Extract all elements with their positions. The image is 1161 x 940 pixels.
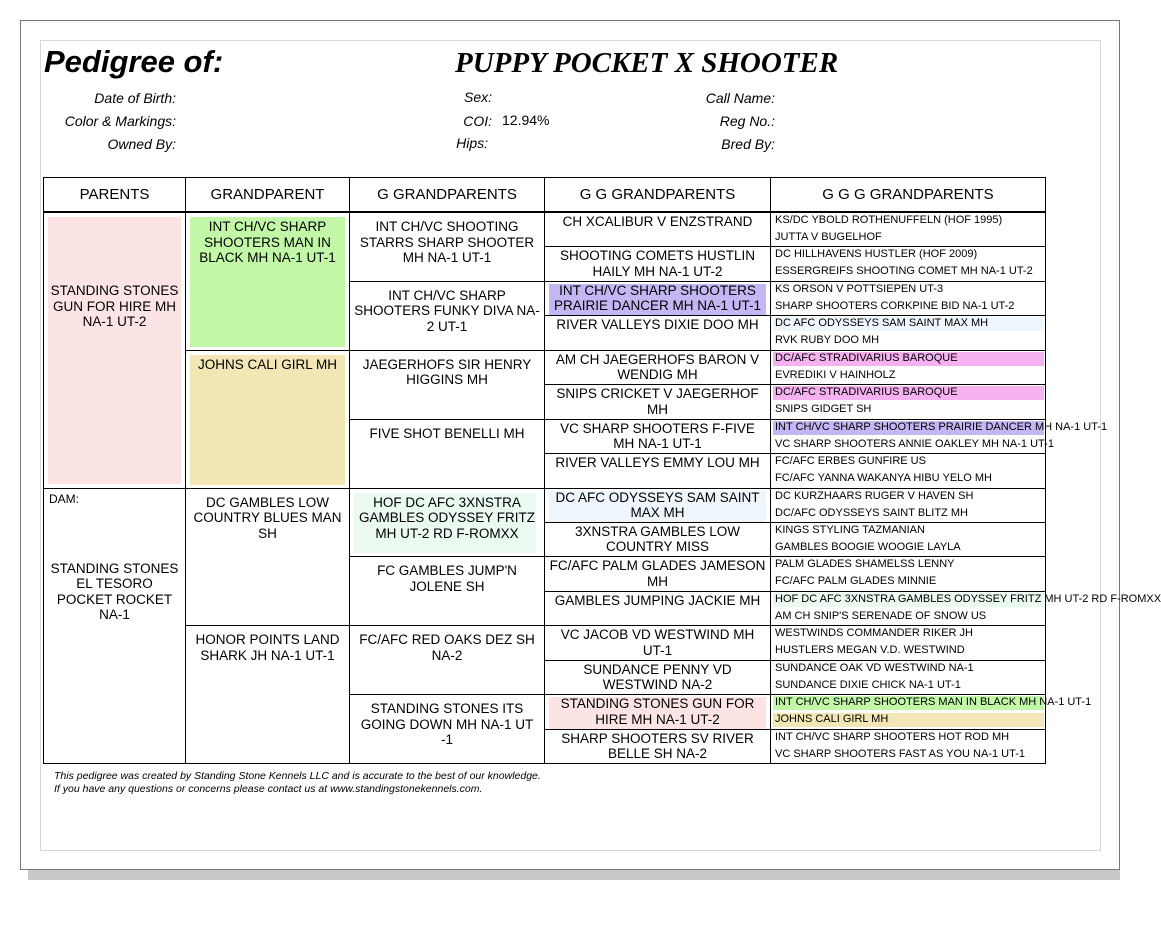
ggg-grandparent-name: WESTWINDS COMMANDER RIKER JH xyxy=(775,627,973,640)
ggg-grandparent-name: FC/AFC YANNA WAKANYA HIBU YELO MH xyxy=(775,472,992,485)
ggg-grandparent-cell xyxy=(770,556,1046,591)
sex-label: Sex: xyxy=(463,89,492,105)
gg-grandparent-name: INT CH/VC SHARP SHOOTERS PRAIRIE DANCER MH NA-1 UT-1 xyxy=(553,282,762,314)
ggg-grandparent-cell xyxy=(770,212,1046,247)
ggg-grandparent-name: VC SHARP SHOOTERS ANNIE OAKLEY MH NA-1 UT-1 xyxy=(775,437,1054,450)
g-grandparent-cell xyxy=(349,419,545,489)
dam-label: DAM: xyxy=(49,491,79,506)
column-header: G G GRANDPARENTS xyxy=(544,177,771,213)
gg-grandparent-cell xyxy=(544,591,771,626)
gg-grandparent-cell xyxy=(544,315,771,350)
gg-grandparent-name: 3XNSTRA GAMBLES LOW COUNTRY MISS xyxy=(574,523,741,555)
gg-grandparent-name: SHOOTING COMETS HUSTLIN HAILY MH NA-1 UT-2 xyxy=(559,248,755,279)
gg-grandparent-cell xyxy=(544,350,771,385)
g-grandparent-cell xyxy=(349,625,545,695)
gg-grandparent-name: GAMBLES JUMPING JACKIE MH xyxy=(554,592,761,608)
grandparent-cell xyxy=(185,212,350,351)
g-grandparent-cell xyxy=(349,212,545,282)
gg-grandparent-name: AM CH JAEGERHOFS BARON V WENDIG MH xyxy=(555,351,760,383)
ggg-grandparent-cell xyxy=(770,384,1046,419)
ggg-grandparent-name: HOF DC AFC 3XNSTRA GAMBLES ODYSSEY FRITZ MH UT-2 RD F-ROMXX xyxy=(775,592,1161,605)
grandparent-cell xyxy=(185,625,350,764)
gg-grandparent-cell xyxy=(544,729,771,764)
gg-grandparent-name: SUNDANCE PENNY VD WESTWIND NA-2 xyxy=(583,661,732,693)
ggg-grandparent-name: SNIPS GIDGET SH xyxy=(775,403,872,416)
grandparent-cell xyxy=(185,488,350,627)
ggg-grandparent-name: SHARP SHOOTERS CORKPINE BID NA-1 UT-2 xyxy=(775,299,1015,312)
reg-no-label: Reg No.: xyxy=(719,113,775,129)
g-grandparent-name: INT CH/VC SHOOTING STARRS SHARP SHOOTER MH NA-1 UT-1 xyxy=(359,219,535,265)
sire-highlight xyxy=(48,217,181,484)
gg-grandparent-cell xyxy=(544,419,771,454)
ggg-grandparent-name: GAMBLES BOOGIE WOOGIE LAYLA xyxy=(775,540,961,553)
ggg-grandparent-cell xyxy=(770,246,1046,281)
dam-cell xyxy=(43,488,186,765)
gg-grandparent-name: VC SHARP SHOOTERS F-FIVE MH NA-1 UT-1 xyxy=(560,420,755,452)
dam-name: STANDING STONES EL TESORO POCKET ROCKET NA-1 xyxy=(50,560,179,622)
sire-cell xyxy=(43,212,186,489)
grandparent-name: DC GAMBLES LOW COUNTRY BLUES MAN SH xyxy=(193,494,342,541)
gg-grandparent-cell xyxy=(544,694,771,729)
grandparent-name: JOHNS CALI GIRL MH xyxy=(197,356,338,372)
grandparent-name: HONOR POINTS LAND SHARK JH NA-1 UT-1 xyxy=(195,632,340,663)
ggg-grandparent-name: INT CH/VC SHARP SHOOTERS MAN IN BLACK MH NA-1 UT-1 xyxy=(775,696,1092,709)
gg-grandparent-name: SHARP SHOOTERS SV RIVER BELLE SH NA-2 xyxy=(561,730,754,762)
ggg-grandparent-name: KINGS STYLING TAZMANIAN xyxy=(775,523,925,536)
owned-by-label: Owned By: xyxy=(107,136,176,152)
g-grandparent-cell xyxy=(349,281,545,351)
pedigree-heading: Pedigree of: xyxy=(44,44,224,79)
bred-by-label: Bred By: xyxy=(721,136,775,152)
ggg-grandparent-cell xyxy=(770,453,1046,488)
ggg-grandparent-cell xyxy=(770,522,1046,557)
g-grandparent-cell xyxy=(349,350,545,420)
ggg-grandparent-name: HUSTLERS MEGAN V.D. WESTWIND xyxy=(775,644,965,657)
gg-grandparent-cell xyxy=(544,212,771,247)
ggg-grandparent-name: JUTTA V BUGELHOF xyxy=(775,231,882,243)
gg-grandparent-name: RIVER VALLEYS EMMY LOU MH xyxy=(555,455,760,471)
ggg-grandparent-name: FC/AFC ERBES GUNFIRE US xyxy=(775,455,926,468)
ggg-grandparent-cell xyxy=(770,315,1046,350)
column-header: PARENTS xyxy=(43,177,186,213)
ggg-grandparent-name: INT CH/VC SHARP SHOOTERS HOT ROD MH xyxy=(775,730,1010,743)
gg-grandparent-cell xyxy=(544,488,771,523)
ggg-grandparent-cell xyxy=(770,350,1046,385)
ggg-grandparent-cell xyxy=(770,281,1046,316)
gg-grandparent-name: SNIPS CRICKET V JAEGERHOF MH xyxy=(556,386,759,417)
gg-grandparent-cell xyxy=(544,556,771,591)
ggg-grandparent-name: DC/AFC STRADIVARIUS BAROQUE xyxy=(775,386,958,399)
footer-line-2: If you have any questions or concerns please contact us at www.standingstonekennels.com. xyxy=(54,783,483,795)
ggg-grandparent-name: RVK RUBY DOO MH xyxy=(775,334,880,347)
g-grandparent-name: INT CH/VC SHARP SHOOTERS FUNKY DIVA NA-2 UT-1 xyxy=(354,287,540,334)
grandparent-cell xyxy=(185,350,350,489)
gg-grandparent-name: RIVER VALLEYS DIXIE DOO MH xyxy=(556,317,759,333)
date-of-birth-label: Date of Birth: xyxy=(94,90,176,106)
ggg-grandparent-name: KS ORSON V POTTSIEPEN UT-3 xyxy=(775,282,944,295)
ggg-grandparent-cell xyxy=(770,625,1046,660)
gg-grandparent-name: DC AFC ODYSSEYS SAM SAINT MAX MH xyxy=(555,489,760,520)
ggg-grandparent-cell xyxy=(770,488,1046,523)
ggg-grandparent-name: DC/AFC STRADIVARIUS BAROQUE xyxy=(775,351,958,364)
gg-grandparent-name: STANDING STONES GUN FOR HIRE MH NA-1 UT-2 xyxy=(560,696,755,727)
call-name-label: Call Name: xyxy=(705,90,775,106)
coi-value: 12.94% xyxy=(502,112,550,128)
g-grandparent-cell xyxy=(349,694,545,764)
ggg-grandparent-name: ESSERGREIFS SHOOTING COMET MH NA-1 UT-2 xyxy=(775,265,1033,278)
ggg-grandparent-name: INT CH/VC SHARP SHOOTERS PRAIRIE DANCER MH NA-1 UT-1 xyxy=(775,420,1108,433)
g-grandparent-name: FC/AFC RED OAKS DEZ SH NA-2 xyxy=(359,632,535,663)
gg-grandparent-cell xyxy=(544,453,771,488)
ggg-grandparent-name: EVREDIKI V HAINHOLZ xyxy=(775,368,896,381)
g-grandparent-cell xyxy=(349,556,545,626)
ggg-grandparent-name: PALM GLADES SHAMELSS LENNY xyxy=(775,558,955,571)
g-grandparent-name: STANDING STONES ITS GOING DOWN MH NA-1 UT -1 xyxy=(360,701,534,748)
ggg-grandparent-name: DC KURZHAARS RUGER V HAVEN SH xyxy=(775,489,974,502)
gg-grandparent-name: FC/AFC PALM GLADES JAMESON MH xyxy=(549,558,766,589)
ggg-grandparent-name: DC/AFC ODYSSEYS SAINT BLITZ MH xyxy=(775,506,968,519)
ggg-grandparent-name: DC HILLHAVENS HUSTLER (HOF 2009) xyxy=(775,248,978,261)
ggg-grandparent-cell xyxy=(770,660,1046,695)
color-markings-label: Color & Markings: xyxy=(64,113,176,129)
gg-grandparent-name: VC JACOB VD WESTWIND MH UT-1 xyxy=(560,627,755,658)
ggg-grandparent-cell xyxy=(770,419,1108,454)
pedigree-title: PUPPY POCKET X SHOOTER xyxy=(455,47,839,79)
grandparent-highlight xyxy=(190,355,345,485)
g-grandparent-name: HOF DC AFC 3XNSTRA GAMBLES ODYSSEY FRITZ MH UT-2 RD F-ROMXX xyxy=(358,494,536,541)
column-header: GRANDPARENT xyxy=(185,177,350,213)
ggg-grandparent-cell xyxy=(770,591,1161,626)
gg-grandparent-cell xyxy=(544,246,771,281)
ggg-grandparent-name: AM CH SNIP'S SERENADE OF SNOW US xyxy=(775,609,987,622)
ggg-grandparent-name: SUNDANCE DIXIE CHICK NA-1 UT-1 xyxy=(775,678,961,691)
footer-line-1: This pedigree was created by Standing Stone Kennels LLC and is accurate to the best of our knowledge. xyxy=(54,770,541,782)
hips-label: Hips: xyxy=(456,135,488,151)
ggg-grandparent-name: KS/DC YBOLD ROTHENUFFELN (HOF 1995) xyxy=(775,214,1003,226)
ggg-grandparent-name: SUNDANCE OAK VD WESTWIND NA-1 xyxy=(775,661,974,674)
g-grandparent-name: JAEGERHOFS SIR HENRY HIGGINS MH xyxy=(362,356,532,388)
gg-grandparent-cell xyxy=(544,281,771,316)
column-header: G G G GRANDPARENTS xyxy=(770,177,1046,213)
ggg-grandparent-cell xyxy=(770,694,1092,729)
ggg-grandparent-name: FC/AFC PALM GLADES MINNIE xyxy=(775,575,937,588)
gg-grandparent-cell xyxy=(544,660,771,695)
grandparent-name: INT CH/VC SHARP SHOOTERS MAN IN BLACK MH NA-1 UT-1 xyxy=(199,219,336,265)
gg-grandparent-cell xyxy=(544,384,771,419)
ggg-grandparent-cell xyxy=(770,729,1046,764)
g-grandparent-name: FIVE SHOT BENELLI MH xyxy=(369,425,525,441)
g-grandparent-name: FC GAMBLES JUMP'N JOLENE SH xyxy=(377,563,517,594)
ggg-grandparent-name: DC AFC ODYSSEYS SAM SAINT MAX MH xyxy=(775,317,989,330)
gg-grandparent-name: CH XCALIBUR V ENZSTRAND xyxy=(562,214,753,229)
ggg-grandparent-name: VC SHARP SHOOTERS FAST AS YOU NA-1 UT-1 xyxy=(775,747,1026,760)
coi-label: COI: xyxy=(463,113,492,129)
g-grandparent-cell xyxy=(349,488,545,558)
gg-grandparent-cell xyxy=(544,522,771,557)
gg-grandparent-cell xyxy=(544,625,771,660)
ggg-grandparent-name: JOHNS CALI GIRL MH xyxy=(775,713,889,726)
column-header: G GRANDPARENTS xyxy=(349,177,545,213)
sire-name: STANDING STONES GUN FOR HIRE MH NA-1 UT-2 xyxy=(50,283,179,329)
